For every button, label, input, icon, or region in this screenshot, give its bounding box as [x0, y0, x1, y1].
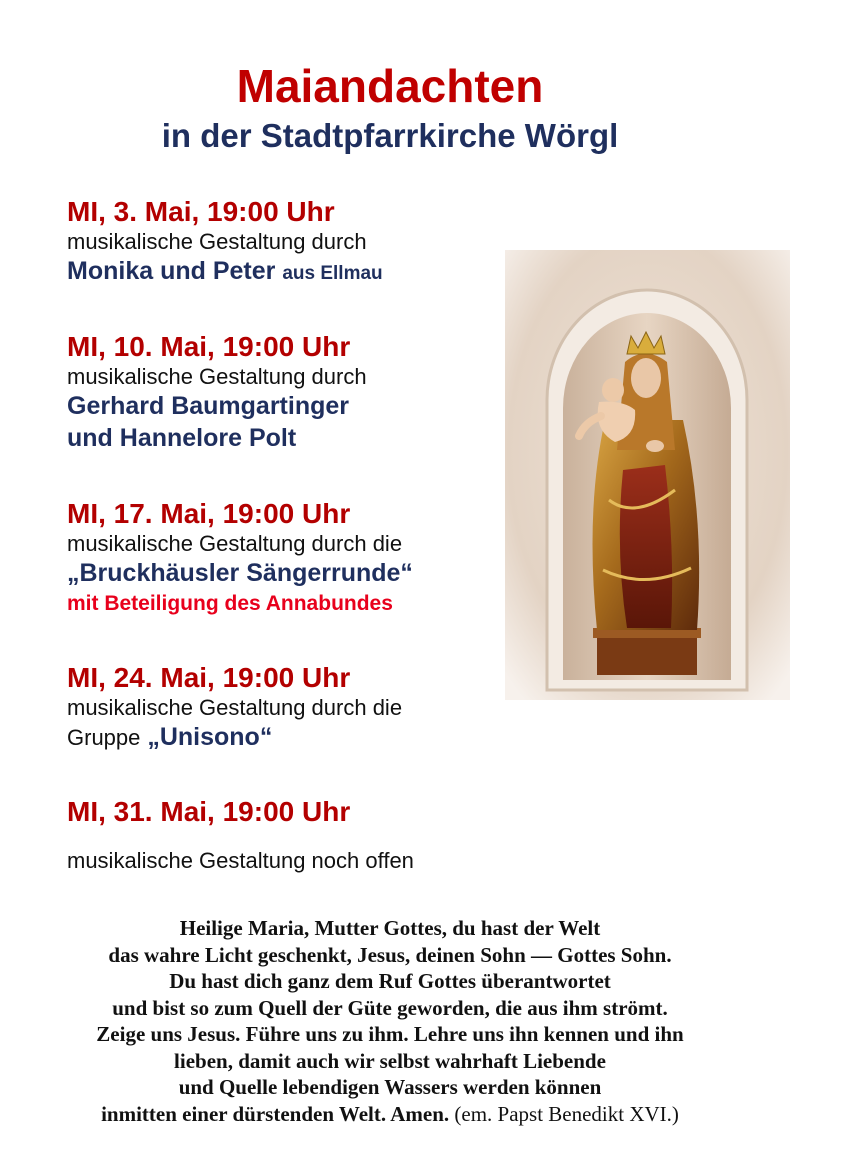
performer-name-line-1: Gerhard Baumgartinger [67, 392, 350, 420]
page-title: Maiandachten [236, 60, 544, 112]
event-description: musikalische Gestaltung durch [67, 364, 367, 389]
performer-origin: aus Ellmau [282, 263, 383, 284]
prayer-line: Zeige uns Jesus. Führe uns zu ihm. Lehre uns ihn kennen und ihn [96, 1022, 684, 1046]
performer-name: „Bruckhäusler Sängerrunde“ [67, 559, 413, 587]
event-may-17 [67, 498, 497, 619]
prayer-line: und bist so zum Quell der Güte geworden, die aus ihm strömt. [112, 995, 668, 1020]
prayer-line: Du hast dich ganz dem Ruf Gottes überantwortet [169, 969, 611, 993]
prayer-citation: (em. Papst Benedikt XVI.) [454, 1101, 679, 1126]
event-date: MI, 24. Mai, 19:00 Uhr [67, 662, 351, 693]
performer-name: Monika und Peter [67, 257, 276, 285]
prayer-line: das wahre Licht geschenkt, Jesus, deinen Sohn — Gottes Sohn. [108, 942, 672, 967]
event-may-10 [67, 331, 497, 454]
prayer-line: inmitten einer dürstenden Welt. Amen. [101, 1101, 450, 1126]
event-may-24 [67, 662, 497, 754]
event-date: MI, 17. Mai, 19:00 Uhr [67, 498, 351, 529]
event-date: MI, 10. Mai, 19:00 Uhr [67, 331, 351, 362]
prayer-text [40, 915, 740, 1127]
prayer-line-last [40, 1101, 740, 1128]
madonna-statue-image [505, 250, 790, 700]
event-performer [67, 721, 497, 754]
event-date: MI, 3. Mai, 19:00 Uhr [67, 196, 335, 227]
event-date: MI, 31. Mai, 19:00 Uhr [67, 796, 351, 827]
event-note: mit Beteiligung des Annabundes [67, 592, 393, 615]
prayer-line: Heilige Maria, Mutter Gottes, du hast der Welt [179, 916, 601, 940]
performer-name: „Unisono“ [147, 723, 273, 751]
event-may-3 [67, 196, 497, 290]
event-description: musikalische Gestaltung durch [67, 229, 367, 254]
event-may-31 [67, 796, 497, 874]
prayer-line: lieben, damit auch wir selbst wahrhaft Liebende [174, 1048, 606, 1073]
prayer-line: und Quelle lebendigen Wassers werden können [178, 1075, 602, 1099]
event-performer [67, 255, 497, 290]
performer-name-line-2: und Hannelore Polt [67, 424, 297, 452]
event-description: musikalische Gestaltung durch die [67, 531, 403, 556]
page-subtitle: in der Stadtpfarrkirche Wörgl [161, 117, 619, 154]
event-description: musikalische Gestaltung noch offen [67, 848, 414, 873]
performer-prefix: Gruppe [67, 725, 141, 750]
event-description: musikalische Gestaltung durch die [67, 695, 403, 720]
